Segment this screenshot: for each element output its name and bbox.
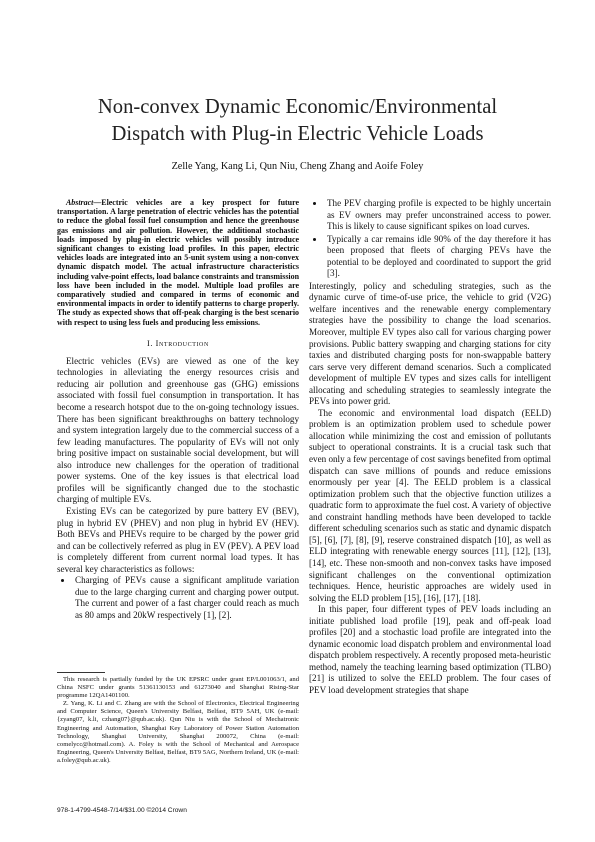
footnote-divider xyxy=(57,672,105,673)
intro-paragraph-1: Electric vehicles (EVs) are viewed as one of the key technologies in alleviating the energy resources crisis and reducing air pollution and greenhouse gas (GHG) emissions associated with fossil fuel consumption in transportation. It has become a research hotspot due to the on-going technology issues. There has been significant breakthroughs on battery technology and system integration largely due to the commercial success of a few leading manufactures. The popularity of EVs will not only bring positive impact on sustainable social development, but will also introduce new challenges for the operation of traditional power systems. One of the key issues is that electrical load profiles will be significantly changed due to the stochastic charging of multiple EVs. xyxy=(57,355,299,505)
list-item-idle-fleet xyxy=(325,234,551,280)
paper-title-line1: Non-convex Dynamic Economic/Environmental xyxy=(97,96,498,118)
right-column xyxy=(309,198,551,697)
intro-paragraph-2: Existing EVs can be categorized by pure battery EV (BEV), plug in hybrid EV (PHEV) and non plug in hybrid EV (HEV). Both BEVs and PHEVs require to be charged by the power grid and can be collectively referred as plug in EV (PEV). A PEV load is completely different from current normal load types. It has several key characteristics as follows: xyxy=(57,505,299,574)
copyright-line: 978-1-4799-4548-7/14/$31.00 ©2014 Crown xyxy=(57,807,187,814)
list-item-charging-amplitude xyxy=(73,575,299,621)
section-heading-introduction: I. Introduction xyxy=(147,338,209,348)
intro-paragraph-3: Interestingly, policy and scheduling strategies, such as the dynamic curve of time-of-use price, the vehicle to grid (V2G) welfare incentives and the renewable energy complementary strategies have the possibility to change the load scenarios. Moreover, multiple EV types also call for various charging power provisions. Public battery swapping and charging stations for city taxies and distributed charging posts for non-swappable battery cars serve very different demand scenarios. Such a complicated development of multiple EV types and sizes calls for intelligent allocating and scheduling strategies to seamlessly integrate the PEVs into power grid. xyxy=(309,280,551,407)
list-item-text: Typically a car remains idle 90% of the day therefore it has been proposed that fleets of charging PEVs have the potential to be deployed and coordinated to support the grid [3]. xyxy=(327,233,551,279)
abstract xyxy=(57,198,299,327)
pev-characteristics-list xyxy=(57,575,299,621)
footnote-affiliations: Z. Yang, K. Li and C. Zhang are with the School of Electronics, Electrical Engineering and Computer Science, Queen's University Belfast, Belfast, BT9 5AH, UK (e-mail: {zyang07, k.li, czhang07}@qub.ac.uk). Qun Niu is with the School of Mechatronic Engineering and Automation, Shanghai Key Laboratory of Power Station Automation Technology, Shanghai University, Shanghai 200072, China (e-mail: comelycc@hotmail.com). A. Foley is with the School of Mechanical and Aerospace Engineering, Queen's University Belfast, Belfast, BT9 5AG, Northern Ireland, UK (e-mail: a.foley@qub.ac.uk). xyxy=(57,700,299,764)
abstract-text: —Electric vehicles are a key prospect for future transportation. A large penetration of electric vehicles has the potential to reduce the global fossil fuel consumption and hence the greenhouse gas emissions and air pollution. However, the additional stochastic loads imposed by plug-in electric vehicles will possibly introduce significant changes to existing load profiles. In this paper, electric vehicles loads are integrated into an 5-unit system using a non-convex dynamic dispatch model. The actual infrastructure characteristics including valve-point effects, load balance constraints and transmission loss have been included in the model. Multiple load profiles are comparatively studied and compared in terms of economic and environmental impacts in order to identify patterns to charge properly. The study as expected shows that off-peak charging is the best scenario with respect to using less fuels and producing less emissions. xyxy=(57,198,299,327)
pev-characteristics-list-continued xyxy=(309,198,551,280)
abstract-lead: Abstract xyxy=(66,198,94,207)
list-item-text: Charging of PEVs cause a significant amplitude variation due to the large charging current and charging power output. The current and power of a fast charger could reach as much as 80 amps and 20kW respectively [1], [2]. xyxy=(75,575,299,620)
list-item-charging-profile xyxy=(325,198,551,233)
footnotes xyxy=(57,676,299,765)
paper-title-line2: Dispatch with Plug-in Electric Vehicle Loads xyxy=(111,123,484,145)
intro-paragraph-5: In this paper, four different types of PEV loads including an initiate published load profile [19], peak and off-peak load profiles [20] and a stochastic load profile are integrated into the dynamic economic load dispatch problem and environmental load dispatch problem respectively. A recently proposed meta-heuristic method, namely the teaching learning based optimization (TLBO) [21] is utilized to solve the EELD problem. The four cases of PEV load development strategies that shape xyxy=(309,604,551,695)
footnote-funding: This research is partially funded by the UK EPSRC under grant EP/L001063/1, and China NSFC under grants 51361130153 and 61273040 and Shanghai Rising-Star programme 12QA1401100. xyxy=(57,676,299,700)
left-column xyxy=(57,198,299,622)
list-item-text: The PEV charging profile is expected to be highly uncertain as EV owners may prefer unconstrained access to power. This is likely to cause significant spikes on load curves. xyxy=(327,198,551,232)
intro-paragraph-4: The economic and environmental load dispatch (EELD) problem is an optimization problem used to schedule power allocation while minimizing the cost and emission of pollutants subject to operational constraints. It is a crucial task such that even only a few percentage of cost savings benefited from optimal dispatch can save millions of pounds and reduce emissions enormously per year [4]. The EELD problem is a classical optimization problem such that the objective function utilizes a quadratic form to approximate the fuel cost. A variety of objective and constraint handling methods have been developed to tackle different scheduling scenarios such as static and dynamic dispatch [5], [6], [7], [8], [9], reserve constrained dispatch [10], as well as ELD integrating with renewable energy sources [11], [12], [13], [14], etc. These non-smooth and non-convex tasks have imposed significant challenges on the conventional optimization techniques. Hence, heuristic approaches are widely used in solving the ELD problem [15], [16], [17], [18]. xyxy=(309,407,551,603)
paper-authors: Zelle Yang, Kang Li, Qun Niu, Cheng Zhang and Aoife Foley xyxy=(171,161,424,172)
